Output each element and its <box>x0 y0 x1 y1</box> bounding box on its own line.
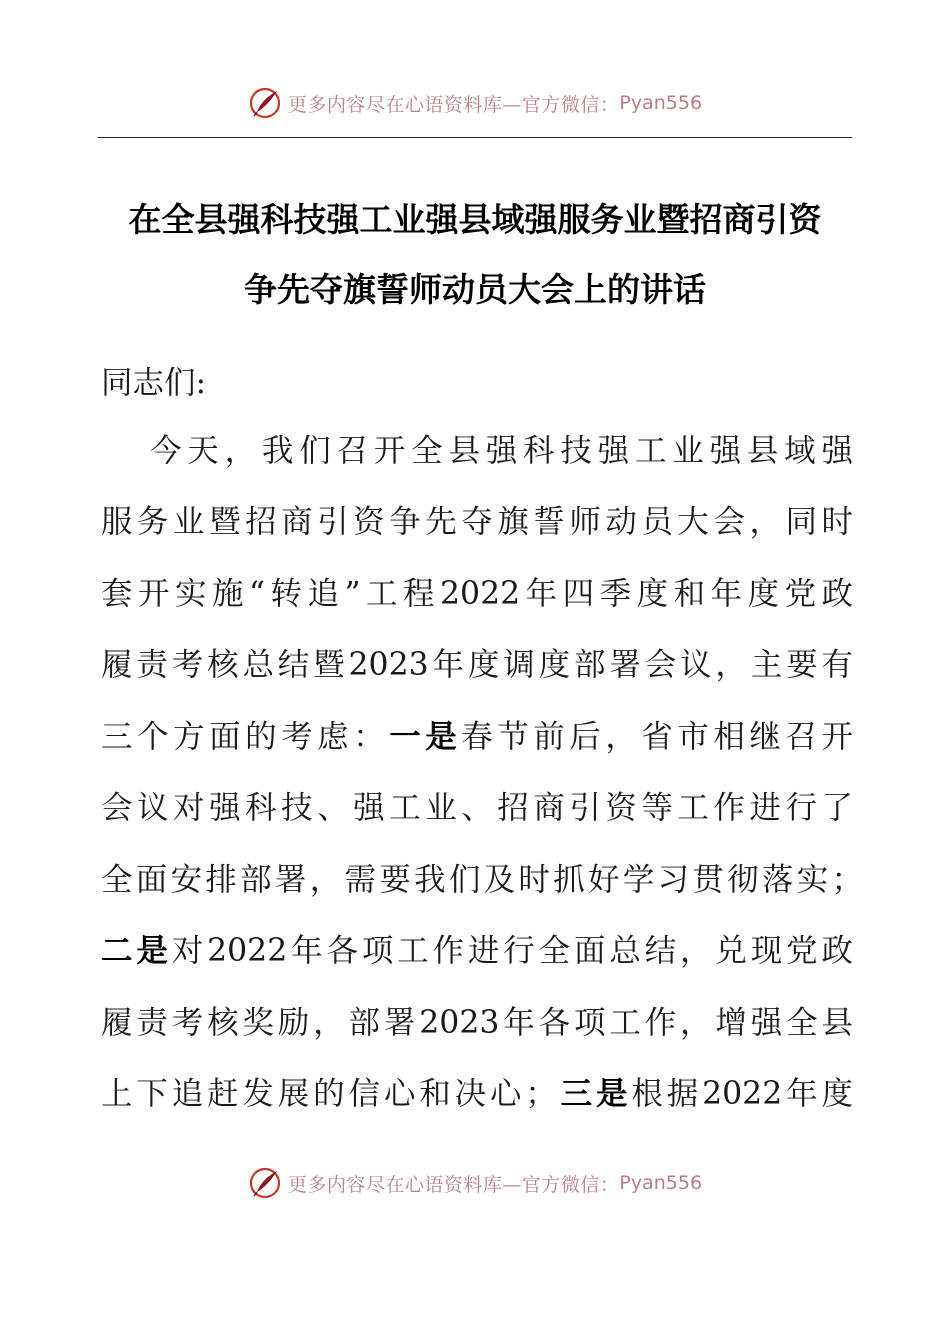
body-line <box>101 712 853 762</box>
body-line: 履责考核奖励，部署2023年各项工作，增强全县 <box>101 1005 853 1041</box>
watermark-text: 更多内容尽在心语资料库—官方微信： <box>287 93 620 116</box>
header-divider <box>98 137 852 138</box>
document-title-line-2: 争先夺旗誓师动员大会上的讲话 <box>244 270 706 309</box>
body-text: 春节前后，省市相继召开 <box>461 719 853 755</box>
header-watermark <box>0 83 950 123</box>
body-text: 上下追赶发展的信心和决心； <box>101 1076 557 1112</box>
body-text: 根据2022年度 <box>631 1076 853 1112</box>
body-line: 服务业暨招商引资争先夺旗誓师动员大会，同时 <box>101 504 853 540</box>
body-line: 套开实施“转追”工程2022年四季度和年度党政 <box>101 576 853 612</box>
body-line: 今天，我们召开全县强科技强工业强县域强 <box>150 433 853 469</box>
watermark-wechat-id: Pyan556 <box>619 1172 703 1194</box>
footer-watermark <box>0 1163 950 1203</box>
body-line: 会议对强科技、强工业、招商引资等工作进行了 <box>101 790 853 826</box>
quill-logo-icon <box>248 1166 282 1200</box>
quill-logo-icon <box>248 86 282 120</box>
salutation: 同志们: <box>101 365 207 401</box>
document-title-line-1: 在全县强科技强工业强县域强服务业暨招商引资 <box>128 200 822 239</box>
body-line: 全面安排部署，需要我们及时抓好学习贯彻落实； <box>101 862 863 898</box>
watermark-wechat-id: Pyan556 <box>619 92 703 114</box>
point-one-label: 一是 <box>389 719 462 755</box>
body-line: 履责考核总结暨2023年度调度部署会议，主要有 <box>101 647 853 683</box>
point-three-label: 三是 <box>556 1076 632 1112</box>
body-text: 三个方面的考虑： <box>101 719 390 755</box>
body-text: 对2022年各项工作进行全面总结，兑现党政 <box>171 933 853 969</box>
point-two-label: 二是 <box>101 933 172 969</box>
body-line <box>101 1069 853 1119</box>
watermark-text: 更多内容尽在心语资料库—官方微信： <box>287 1173 620 1196</box>
body-line <box>101 926 853 976</box>
